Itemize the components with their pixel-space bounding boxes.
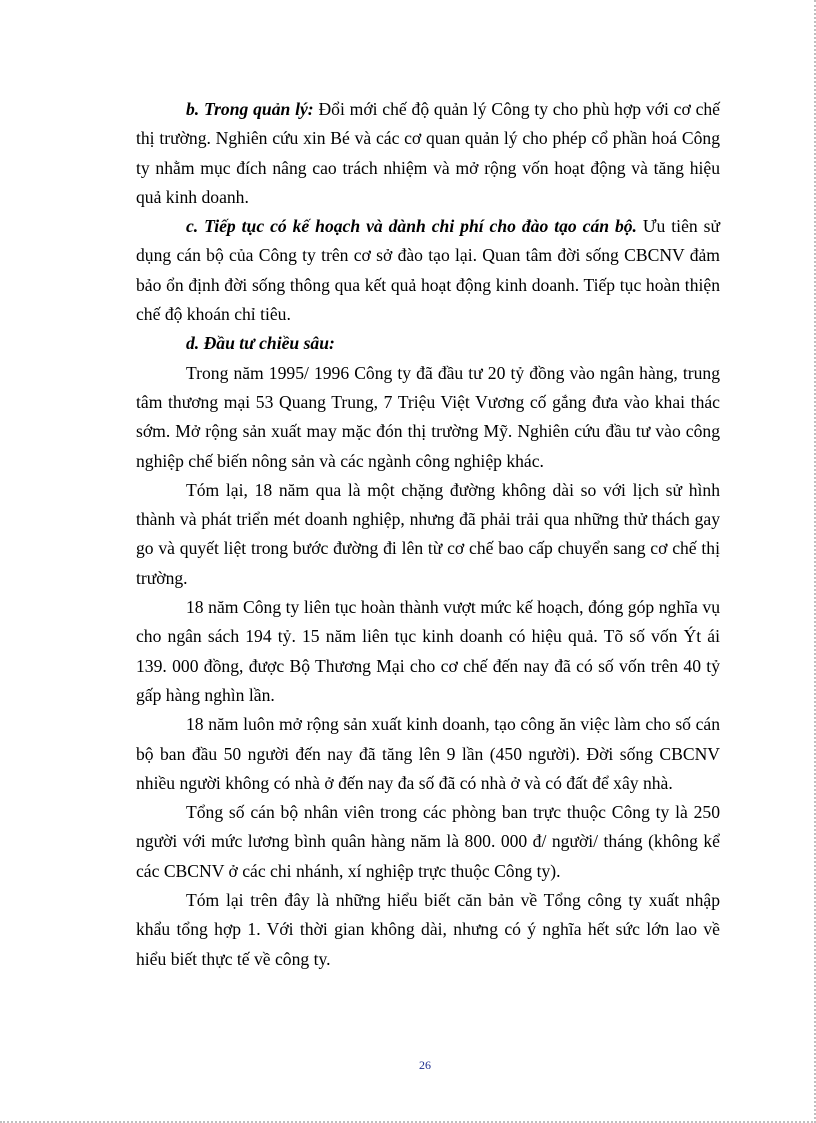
paragraph-expansion xyxy=(136,710,720,798)
paragraph-summary-history xyxy=(136,476,720,593)
paragraph-achievements xyxy=(136,593,720,710)
paragraph-text: 18 năm luôn mở rộng sản xuất kinh doanh, tạo công ăn việc làm cho số cán bộ ban đầu 50 người đến nay đã tăng lên 9 lần (450 người). Đời sống CBCNV nhiều người không có nhà ở đến nay đa số đã có nhà ở và có đất để xây nhà. xyxy=(136,714,720,793)
paragraph-investment xyxy=(136,359,720,476)
paragraph-text: Tóm lại trên đây là những hiểu biết căn bản về Tổng công ty xuất nhập khẩu tổng hợp 1. Với thời gian không dài, nhưng có ý nghĩa hết sức lớn lao về hiểu biết thực tế về công ty. xyxy=(136,890,720,969)
paragraph-text: Đổi mới chế độ quản lý Công ty cho phù hợp với cơ chế thị trường. Nghiên cứu xin Bé và các cơ quan quản lý cho phép cổ phần hoá Công ty nhằm mục đích nâng cao trách nhiệm và mở rộng vốn hoạt động và tăng hiệu quả kinh doanh. xyxy=(136,99,720,207)
paragraph-conclusion xyxy=(136,886,720,974)
paragraph-management xyxy=(136,95,720,212)
page-number: 26 xyxy=(419,1058,431,1072)
paragraph-text: Tổng số cán bộ nhân viên trong các phòng ban trực thuộc Công ty là 250 người với mức lương bình quân hàng năm là 800. 000 đ/ người/ tháng (không kể các CBCNV ở các chi nhánh, xí nghiệp trực thuộc Công ty). xyxy=(136,802,720,881)
paragraph-investment-heading xyxy=(136,329,720,358)
page-body xyxy=(136,95,720,974)
paragraph-staff xyxy=(136,798,720,886)
paragraph-text: Ưu tiên sử dụng cán bộ của Công ty trên cơ sở đào tạo lại. Quan tâm đời sống CBCNV đảm bảo ổn định đời sống thông qua kết quả hoạt động kinh doanh. Tiếp tục hoàn thiện chế độ khoán chỉ tiêu. xyxy=(136,216,720,325)
paragraph-text: Trong năm 1995/ 1996 Công ty đã đầu tư 20 tỷ đồng vào ngân hàng, trung tâm thương mại 53 Quang Trung, 7 Triệu Việt Vương cố gắng đưa vào khai thác sớm. Mở rộng sản xuất may mặc đón thị trường Mỹ. Nghiên cứu đầu tư vào công nghiệp chế biến nông sản và các ngành công nghiệp khác. xyxy=(136,362,720,471)
paragraph-lead: d. Đầu tư chiều sâu: xyxy=(186,333,335,354)
paragraph-text: 18 năm Công ty liên tục hoàn thành vượt mức kế hoạch, đóng góp nghĩa vụ cho ngân sách 194 tỷ. 15 năm liên tục kinh doanh có hiệu quả. Tõ số vốn Ýt ái 139. 000 đồng, được Bộ Thương Mại cho cơ chế đến nay đã có số vốn trên 40 tỷ gấp hàng nghìn lần. xyxy=(136,597,720,705)
paragraph-lead: b. Trong quản lý: xyxy=(186,99,314,119)
paragraph-training xyxy=(136,212,720,329)
paragraph-lead: c. Tiếp tục có kế hoạch và dành chi phí cho đào tạo cán bộ. xyxy=(186,216,637,237)
paragraph-text: Tóm lại, 18 năm qua là một chặng đường không dài so với lịch sử hình thành và phát triển mét doanh nghiệp, nhưng đã phải trải qua những thử thách gay go và quyết liệt trong bước đường đi lên từ cơ chế bao cấp chuyển sang cơ chế thị trường. xyxy=(136,479,720,588)
